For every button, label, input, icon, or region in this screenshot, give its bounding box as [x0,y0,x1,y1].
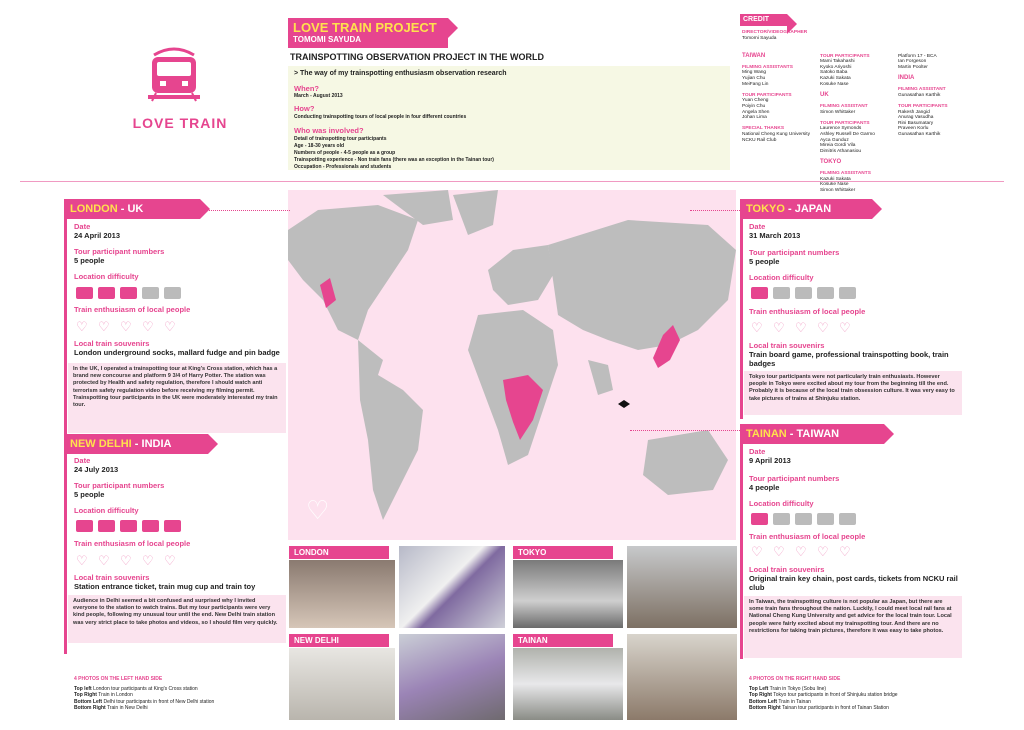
who-line-5: Occupation - Professionals and students [294,164,392,170]
credit-director [742,30,807,41]
delhi-souv-label: Local train souvenirs [74,573,150,582]
photo-london-train [399,546,505,628]
credit-uk-tp-label: TOUR PARTICIPANTS [820,120,870,126]
photo-title-delhi: NEW DELHI [289,634,389,647]
heart-icon: ♡ [773,544,785,559]
tainan-city: TAINAN [746,428,787,440]
delhi-desc: Audience in Delhi seemed a bit confused and surprised why I invited everyone to the station to watch trains. But my tour participants were very kind people, following my unusual tour until the end. New Delhi train station was very strict place to take photos and videos, so I should film very quickly. [68,595,286,643]
director-label: DIRECTOR/VIDEOGRAPHER [742,30,808,35]
heart-icon: ♡ [817,544,829,559]
london-num-label: Tour participant numbers [74,247,165,256]
london-date-label: Date [74,222,91,231]
caption-left-tl: Top left London tour participants at King's Cross station [74,686,198,693]
heart-icon: ♡ [142,319,154,334]
delhi-num: 5 people [74,490,105,499]
photo-title-tainan: TAINAN [513,634,613,647]
heart-icon: ♡ [751,320,763,335]
tainan-date: 9 April 2013 [749,456,791,465]
heart-icon: ♡ [817,320,829,335]
tokyo-num: 5 people [749,257,780,266]
heart-icon: ♡ [120,553,132,568]
heart-icon: ♡ [795,544,807,559]
photo-london-participants [289,560,395,628]
tainan-left-bar [740,444,743,659]
credit-taiwan: TAIWAN [742,52,766,59]
heart-icon: ♡ [839,320,851,335]
credit-tokyo-fa-label: FILMING ASSISTANTS [820,171,871,177]
logo-title: LOVE TRAIN [132,115,228,131]
photo-title-london: LONDON [289,546,389,559]
heart-icon: ♡ [98,553,110,568]
heart-icon: ♡ [98,319,110,334]
london-country: UK [127,203,144,215]
credit-uk-fa-label: FILMING ASSISTANT [820,103,868,109]
header-author: TOMOMI SAYUDA [293,35,362,44]
london-left-bar [64,219,67,439]
tokyo-ribbon: TOKYO - JAPAN [740,199,872,219]
credit-india-fa: Gunasathan Karthik [898,92,941,98]
connector-london [200,210,290,211]
train-icon [795,287,812,299]
captions-right [749,676,979,711]
caption-right-tr: Top Right Tokyo tour participants in front of Shinjuku station bridge [749,692,898,699]
header-title: LOVE TRAIN PROJECT [293,20,437,35]
tainan-num: 4 people [749,483,780,492]
heart-icon: ♡ [164,553,176,568]
delhi-enth-label: Train enthusiasm of local people [74,539,191,548]
caption-left-bl: Bottom Left Delhi tour participants in front of New Delhi station [74,698,215,705]
header-title-ribbon [288,18,448,48]
credit-india-tp-label: TOUR PARTICIPANTS [898,103,948,109]
credit-tp: Yuan Cheng Poiyin Chu Angela Shen Johan Lima [742,98,770,121]
credit-tokyo-fa: Kazuki Sakata Kosuke Nase Simon Whittaker [820,176,856,193]
tokyo-difficulty [751,286,861,304]
who-line-3: Numbers of people - 4-5 people as a group [294,150,396,156]
credit-jp-tp: Mami Takahashi Kyoko Ariyoshi Satoko Baba Kazuki Sakata Kosuke Nase [820,59,855,87]
tainan-desc: In Taiwan, the trainspotting culture is not popular as Japan, but there are some train fans throughout the nation. Luckily, I could meet local rail fans at National Cheng Kung University and get advice for the local train tour. Local people were fairly excited about my trainspotting tour. And there are no restrictions for taking train pictures, therefore it was easy to take photos. [744,596,962,658]
credit-tokyo: TOKYO [820,158,842,165]
train-icon [839,287,856,299]
tainan-country: TAIWAN [796,428,840,440]
when-value: March - August 2013 [294,93,343,99]
captions-left [74,676,284,711]
credit-ribbon [740,14,787,26]
delhi-diff-label: Location difficulty [74,506,139,515]
intro-tagline: > The way of my trainspotting enthusiasm observation research [294,70,507,77]
london-enth-label: Train enthusiasm of local people [74,305,191,314]
delhi-left-bar [64,454,67,654]
delhi-country: INDIA [141,438,172,450]
photo-tainan-train [513,648,623,720]
train-icon [751,287,768,299]
tokyo-city: TOKYO [746,203,785,215]
train-icon [98,287,115,299]
photo-tokyo-participants [627,546,737,628]
train-icon [773,287,790,299]
caption-left-br: Bottom Right Train in New Delhi [74,704,148,711]
how-label: How? [294,104,315,113]
london-desc: In the UK, I operated a trainspotting tour at King's Cross station, which has a brand new concourse and platform 9 3/4 of Harry Potter. The station was protected by Health and safety regulation, therefore I should watch anti terrorism safety regulation video before receiving my filming permit. Trainspotting tour participants in the UK were moderately interested my train tour. [68,363,286,433]
train-icon [98,520,115,532]
train-icon [120,520,137,532]
tainan-enthusiasm [751,543,861,561]
heart-icon: ♡ [76,319,88,334]
caption-left-tr: Top Right Train in London [74,692,133,699]
tokyo-country: JAPAN [794,203,832,215]
heart-icon: ♡ [795,320,807,335]
header-subtitle: TRAINSPOTTING OBSERVATION PROJECT IN THE WORLD [290,52,545,62]
caption-right-bl: Bottom Left Train in Tainan [749,698,811,705]
delhi-date-label: Date [74,456,91,465]
credit-col-1 [742,48,817,149]
train-icon [164,287,181,299]
who-line-4: Trainspotting experience - Non train fans (there was an exception in the Tainan tour) [294,157,494,163]
train-icon [76,520,93,532]
train-logo-icon [144,45,204,105]
train-icon [751,513,768,525]
london-difficulty [76,286,186,304]
map-heart-icon: ♡ [306,495,330,525]
world-map [288,190,736,540]
credit-india-tp: Rakesh Jangid Anurag Vasudha Rini Basumatary Praveen Korlu Gunasathan Karthik [898,109,941,137]
tokyo-enthusiasm [751,319,861,337]
heart-icon: ♡ [120,319,132,334]
credit-uk-fa: Simon Whittaker [820,109,856,115]
credit-st: National Cheng Kung University NCKU Rail Club [742,131,810,143]
london-souv: London underground socks, mallard fudge and pin badge [74,348,280,357]
credit-col-3 [898,48,978,143]
credit-tp-label: TOUR PARTICIPANTS [742,92,792,98]
tokyo-date-label: Date [749,222,766,231]
photo-title-tokyo: TOKYO [513,546,613,559]
heart-icon: ♡ [839,544,851,559]
photo-delhi-train [399,634,505,720]
tainan-ribbon: TAINAN - TAIWAN [740,424,884,444]
tokyo-souv: Train board game, professional trainspotting book, train badges [749,350,949,368]
london-num: 5 people [74,256,105,265]
tainan-date-label: Date [749,447,766,456]
intro-panel [288,66,730,170]
connector-tainan [630,430,740,431]
heart-icon: ♡ [751,544,763,559]
train-icon [817,513,834,525]
credit-uk-tp-extra: Platform 17 - BCA Ian Forgeson Martin Poolter [898,53,937,70]
photo-tokyo-train [513,560,623,628]
train-icon [839,513,856,525]
credit-fa-label: FILMING ASSISTANTS [742,64,793,70]
connector-tokyo [690,210,740,211]
tokyo-left-bar [740,219,743,419]
credit-uk-tp: Laurence Symonds Ashley Russell De Garmo Ayca Gunduz Mireia Gordi Vila Dimitris Athanasiou [820,126,875,154]
tainan-souv: Original train key chain, post cards, tickets from NCKU rail club [749,574,958,592]
captions-left-title: 4 PHOTOS ON THE LEFT HAND SIDE [74,676,163,682]
train-icon [120,287,137,299]
captions-right-title: 4 PHOTOS ON THE RIGHT HAND SIDE [749,676,841,682]
caption-right-tl: Top Left Train in Tokyo (Sobu line) [749,686,827,693]
train-icon [142,287,159,299]
tainan-diff-label: Location difficulty [749,499,814,508]
delhi-city: NEW DELHI [70,438,132,450]
tokyo-enth-label: Train enthusiasm of local people [749,307,866,316]
heart-icon: ♡ [773,320,785,335]
photo-tainan-participants [627,634,737,720]
delhi-ribbon: NEW DELHI - INDIA [64,434,208,454]
tainan-num-label: Tour participant numbers [749,474,840,483]
heart-icon: ♡ [142,553,154,568]
director-name: Tomomi Sayuda [742,35,777,41]
credit-uk: UK [820,91,829,98]
train-icon [817,287,834,299]
heart-divider [20,177,1004,187]
world-map-icon [288,190,736,540]
credit-india: INDIA [898,74,915,81]
credit-india-fa-label: FILMING ASSISTANT [898,87,946,93]
photo-delhi-station [289,648,395,720]
credit-col-2 [820,48,895,221]
delhi-souv: Station entrance ticket, train mug cup and train toy [74,582,256,591]
tokyo-num-label: Tour participant numbers [749,248,840,257]
how-value: Conducting trainspotting tours of local people in four different countries [294,114,467,120]
credit-title: CREDIT [743,16,770,23]
tainan-enth-label: Train enthusiasm of local people [749,532,866,541]
tokyo-date: 31 March 2013 [749,231,801,240]
heart-icon: ♡ [164,319,176,334]
divider-line [20,181,1004,182]
credit-st-label: SPECIAL THANKS [742,126,785,132]
credit-fa: Ming Wang Yujian Chu MeiFang Lin [742,70,769,87]
delhi-enthusiasm [76,552,186,570]
london-enthusiasm [76,318,186,336]
caption-right-br: Bottom Right Tainan tour participants in front of Tainan Station [749,704,889,711]
who-label: Who was involved? [294,126,364,135]
train-icon [773,513,790,525]
tokyo-souv-label: Local train souvenirs [749,341,825,350]
tokyo-diff-label: Location difficulty [749,273,814,282]
who-line-2: Age - 18-30 years old [294,143,345,149]
tokyo-desc: Tokyo tour participants were not particularly train enthusiasts. However people in Tokyo were excited about my tour from the beginning till the end. Probably it is because of the local train obsession culture. It was very easy to take pictures of trains at Shinjuku station. [744,371,962,415]
london-city: LONDON [70,203,118,215]
london-diff-label: Location difficulty [74,272,139,281]
train-icon [795,513,812,525]
tainan-difficulty [751,512,861,530]
when-label: When? [294,84,319,93]
delhi-num-label: Tour participant numbers [74,481,165,490]
train-icon [164,520,181,532]
london-date: 24 April 2013 [74,231,120,240]
train-icon [76,287,93,299]
who-line-1: Detail of trainspotting tour participants [294,136,387,142]
delhi-difficulty [76,519,186,537]
credit-jp-tp-label: TOUR PARTICIPANTS [820,53,870,59]
london-ribbon: LONDON - UK [64,199,200,219]
logo [130,45,230,135]
delhi-date: 24 July 2013 [74,465,119,474]
london-souv-label: Local train souvenirs [74,339,150,348]
train-icon [142,520,159,532]
tainan-souv-label: Local train souvenirs [749,565,825,574]
heart-icon: ♡ [76,553,88,568]
